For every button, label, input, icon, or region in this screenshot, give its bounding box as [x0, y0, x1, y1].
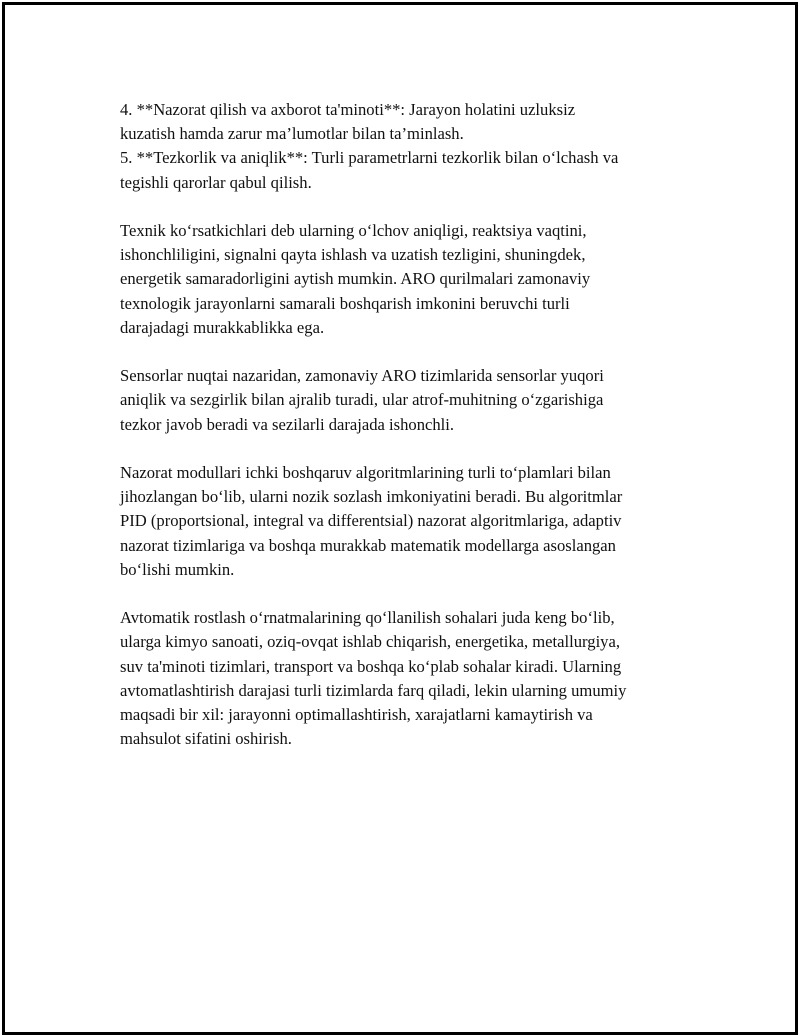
text-line: Texnik ko‘rsatkichlari deb ularning o‘lchov aniqligi, reaktsiya vaqtini,: [120, 221, 587, 240]
text-line: tegishli qarorlar qabul qilish.: [120, 172, 312, 192]
text-line: ishonchliligini, signalni qayta ishlash va uzatish tezligini, shuningdek,: [120, 245, 586, 265]
text-line: bo‘lishi mumkin.: [120, 559, 235, 579]
text-line: aniqlik va sezgirlik bilan ajralib turadi, ular atrof-muhitning o‘zgarishiga: [120, 390, 604, 410]
text-line: darajadagi murakkablikka ega.: [120, 317, 325, 337]
paragraph-application-areas: [120, 606, 690, 751]
text-line: kuzatish hamda zarur ma’lumotlar bilan ta’minlash.: [120, 124, 464, 144]
document-body: [120, 98, 690, 776]
text-line: maqsadi bir xil: jarayonni optimallashtirish, xarajatlarni kamaytirish va: [120, 705, 593, 725]
text-line: ularga kimyo sanoati, oziq-ovqat ishlab chiqarish, energetika, metallurgiya,: [120, 632, 620, 652]
text-line: Avtomatik rostlash o‘rnatmalarining qo‘llanilish sohalari juda keng bo‘lib,: [120, 608, 615, 628]
text-line: Sensorlar nuqtai nazaridan, zamonaviy ARO tizimlarida sensorlar yuqori: [120, 366, 604, 386]
text-line: PID (proportsional, integral va differentsial) nazorat algoritmlariga, adaptiv: [120, 511, 622, 531]
text-line: 4. **Nazorat qilish va axborot ta'minoti**: Jarayon holatini uzluksiz: [120, 100, 576, 119]
paragraph-control-and-speed: [120, 98, 690, 195]
text-line: nazorat tizimlariga va boshqa murakkab matematik modellarga asoslangan: [120, 535, 616, 555]
text-line: tezkor javob beradi va sezilarli darajada ishonchli.: [120, 414, 455, 434]
text-line: mahsulot sifatini oshirish.: [120, 729, 292, 749]
paragraph-control-modules: [120, 461, 690, 582]
text-line: avtomatlashtirish darajasi turli tizimlarda farq qiladi, lekin ularning umumiy: [120, 680, 627, 700]
paragraph-sensors: [120, 364, 690, 437]
text-line: texnologik jarayonlarni samarali boshqarish imkonini beruvchi turli: [120, 293, 570, 313]
text-line: jihozlangan bo‘lib, ularni nozik sozlash imkoniyatini beradi. Bu algoritmlar: [120, 487, 623, 507]
document-page: [2, 2, 798, 1035]
text-line: energetik samaradorligini aytish mumkin. ARO qurilmalari zamonaviy: [120, 269, 591, 289]
text-line: Nazorat modullari ichki boshqaruv algoritmlarining turli to‘plamlari bilan: [120, 463, 611, 482]
text-line: 5. **Tezkorlik va aniqlik**: Turli parametrlarni tezkorlik bilan o‘lchash va: [120, 148, 619, 168]
text-line: suv ta'minoti tizimlari, transport va boshqa ko‘plab sohalar kiradi. Ularning: [120, 656, 622, 676]
paragraph-technical-indicators: [120, 219, 690, 340]
